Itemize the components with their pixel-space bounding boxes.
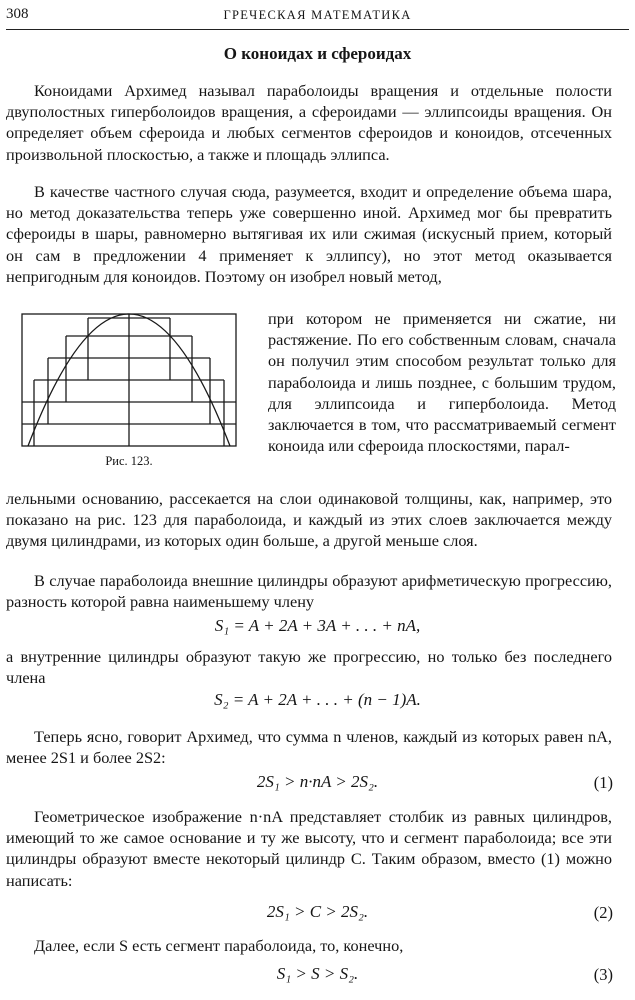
page-header [6,4,629,30]
formula-s1: S₁ = A + 2A + 3A + . . . + nA, [214,616,421,635]
paragraph-4: а внутренние цилиндры образуют такую же прогрессию, но только без последнего члена [6,647,612,688]
paragraph-1: Коноидами Архимед называл параболоиды вращения и отдельные полости двуполостных гиперболоидов вращения, а сфероидами — эллипсоиды вращения. Он определяет объем сфероида и любых сегментов сфероидов и коноидов, отсеченных произвольной плоскостью, а также и площадь эллипса. [6,81,612,164]
equation-number-3: (3) [593,965,613,984]
paragraph-7: Далее, если S есть сегмент параболоида, то, конечно, [34,936,404,955]
formula-s2: S₂ = A + 2A + . . . + (n − 1)A. [214,690,421,709]
formula-2: 2S₁ > C > 2S₂. [266,902,369,921]
paragraph-5: Теперь ясно, говорит Архимед, что сумма n членов, каждый из которых равен nA, менее 2S1 и более 2S2: [6,727,612,768]
formula-3: S₁ > S > S₂. [276,964,359,983]
section-title: О коноидах и сфероидах [223,44,412,63]
paragraph-2-wrapped: при котором не применяется ни сжатие, ни растяжение. По его собственным словам, сначала он получил этим способом результат только для параболоида и лишь позднее, с большим трудом, для эллипсоида и гиперболоида. Метод заключается в том, что рассматриваемый сегмент коноида или сфероида плоскостями, парал- [268,309,616,456]
paragraph-3: В случае параболоида внешние цилиндры образуют арифметическую прогрессию, разность которой равна наименьшему члену [6,571,612,612]
paragraph-6: Геометрическое изображение n·nA представляет столбик из равных цилиндров, имеющий то же самое основание и ту же высоту, что и сегмент параболоида; все эти цилиндры образуют вместе некоторый цилиндр C. Таким образом, вместо (1) можно написать: [6,807,612,890]
formula-1: 2S₁ > n·nA > 2S₂. [256,772,379,791]
paragraph-2: В качестве частного случая сюда, разумеется, входит и определение объема шара, но метод доказательства теперь уже совершенно иной. Архимед мог бы превратить сфероиды в шары, равномерно вытягивая их или сжимая (искусный прием, который он сам в предложении 4 применяет к эллипсу), но этот метод оказывается непригодным для коноидов. Поэтому он изобрел новый метод, [6,182,612,286]
page-number: 308 [6,6,29,22]
figure-123-paraboloid-diagram [20,312,238,448]
figure-caption: Рис. 123. [105,454,153,468]
paragraph-2-continued: лельными основанию, рассекается на слои одинаковой толщины, как, например, это показано на рис. 123 для параболоида, и каждый из этих слоев заключается между двумя цилиндрами, из которых один больше, а другой меньше слоя. [6,489,612,551]
equation-number-1: (1) [593,773,613,792]
running-title: ГРЕЧЕСКАЯ МАТЕМАТИКА [223,8,412,22]
equation-number-2: (2) [593,903,613,922]
